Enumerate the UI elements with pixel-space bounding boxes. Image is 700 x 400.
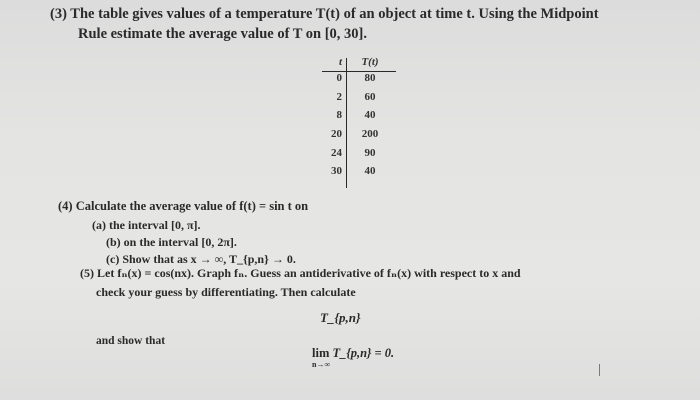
cell-t: 30 <box>331 165 342 178</box>
cell-t: 20 <box>331 128 342 141</box>
cell-t: 0 <box>336 72 342 84</box>
problem-5-line-1: (5) Let fₙ(x) = cos(nx). Graph fₙ. Guess an antiderivative of fₙ(x) with respect to x and <box>80 266 521 280</box>
cell-temperature: 90 <box>364 146 376 159</box>
problem-3-line-2: Rule estimate the average value of T on [0, 30]. <box>78 26 368 42</box>
limit-formula <box>312 346 395 369</box>
problem-4b: (b) on the interval [0, 2π]. <box>106 235 237 249</box>
cell-temperature: 80 <box>364 72 376 84</box>
problem-3-line-1: (3) The table gives values of a temperature T(t) of an object at time t. Using the Midpoint <box>50 6 599 22</box>
cell-t: 24 <box>331 146 342 159</box>
header-t: t <box>338 56 342 68</box>
limit-word: lim <box>312 346 330 360</box>
cell-temperature: 60 <box>364 90 376 103</box>
limit-operator <box>312 346 331 369</box>
show-that-text: and show that <box>96 335 166 347</box>
problem-4c: (c) Show that as x → ∞, T_{p,n} → 0. <box>106 252 296 266</box>
header-temperature: T(t) <box>361 56 379 68</box>
problem-5-line-2: check your guess by differentiating. Then calculate <box>96 285 356 299</box>
cell-t: 2 <box>336 90 342 103</box>
limit-subscript: n→∞ <box>312 360 331 369</box>
problem-4a: (a) the interval [0, π]. <box>92 218 201 232</box>
cell-temperature: 40 <box>364 165 376 178</box>
limit-expression: T_{p,n} = 0. <box>332 346 395 360</box>
problem-4-line: (4) Calculate the average value of f(t) = sin t on <box>58 199 309 213</box>
table-vertical-rule <box>346 58 347 188</box>
cell-t: 8 <box>336 109 342 122</box>
text-cursor <box>599 364 600 376</box>
cell-temperature: 40 <box>364 109 376 122</box>
cell-temperature: 200 <box>361 128 379 141</box>
display-formula: T_{p,n} <box>320 310 361 325</box>
